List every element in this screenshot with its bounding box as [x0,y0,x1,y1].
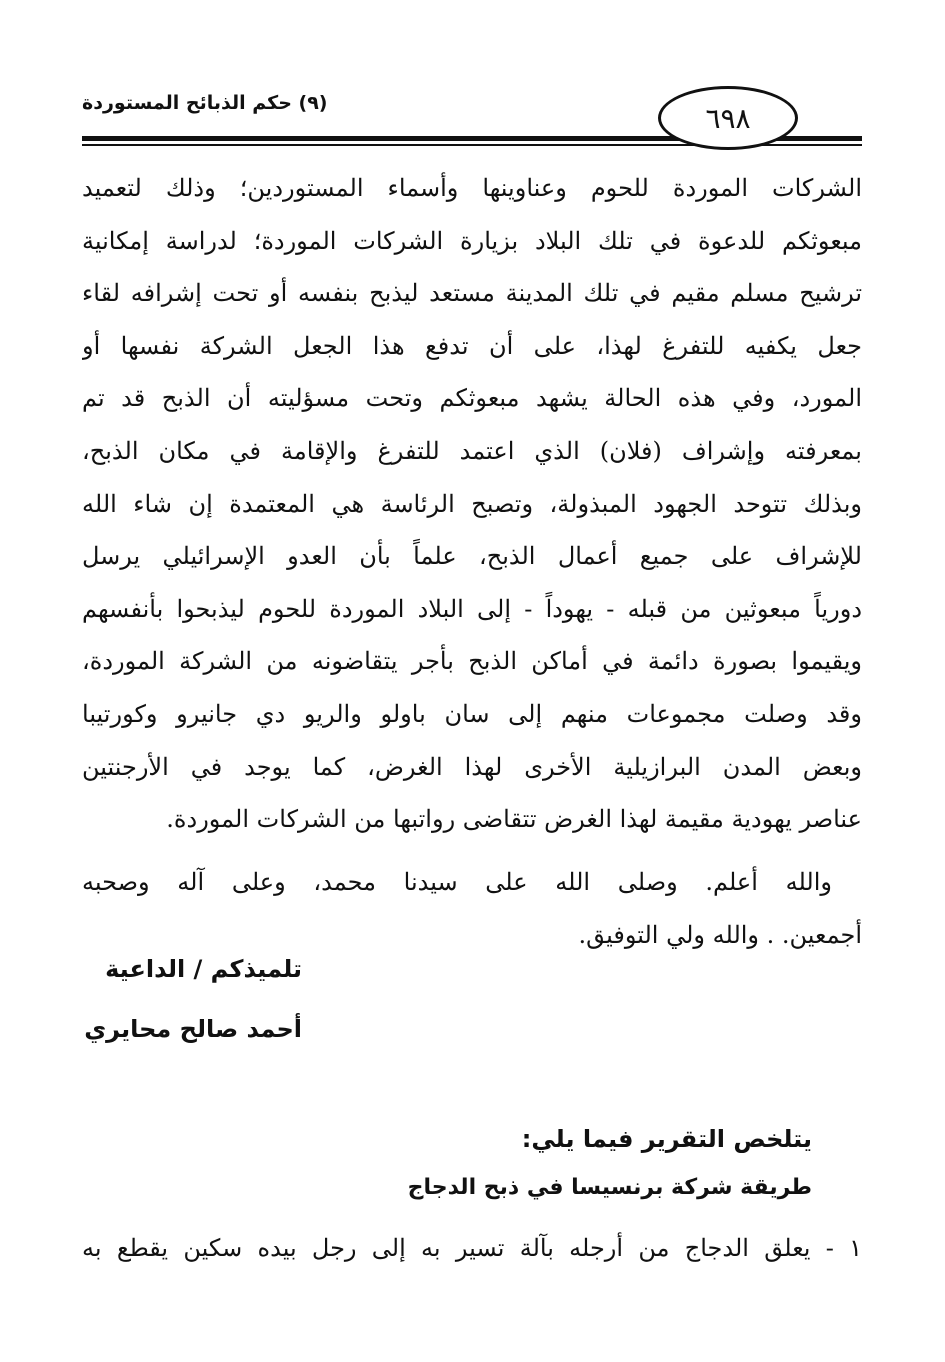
summary-heading: يتلخص التقرير فيما يلي: [521,1125,812,1153]
running-title: (٩) حكم الذبائح المستوردة [82,92,328,114]
page-number: ٦٩٨ [658,86,798,150]
summary-subheading: طريقة شركة برنسيسا في ذبح الدجاج [407,1175,812,1200]
body-line: دورياً مبعوثين من قبله - يهوداً - إلى البلاد الموردة للحوم ليذبحوا بأنفسهم [82,594,862,623]
summary-item: ١ - يعلق الدجاج من أرجله بآلة تسير به إلى رجل بيده سكين يقطع به [82,1234,862,1262]
body-line: وبذلك تتوحد الجهود المبذولة، وتصبح الرئاسة هي المعتمدة إن شاء الله [82,489,862,518]
body-line: بمعرفته وإشراف (فلان) الذي اعتمد للتفرغ والإقامة في مكان الذبح، [82,436,862,465]
body-paragraph [82,162,862,846]
signature-name: أحمد صالح محايري [84,1015,302,1043]
body-line: للإشراف على جميع أعمال الذبح، علماً بأن العدو الإسرائيلي يرسل [82,542,862,571]
closing-line: أجمعين. . والله ولي التوفيق. [578,920,862,949]
signature-title: تلميذكم / الداعية [105,955,302,983]
body-line: جعل يكفيه للتفرغ لهذا، على أن تدفع هذا الجعل الشركة نفسها أو [82,331,862,360]
body-line: ويقيموا بصورة دائمة في أماكن الذبح بأجر يتقاضونه من الشركة الموردة، [82,647,862,676]
body-line: الشركات الموردة للحوم وعناوينها وأسماء المستوردين؛ وذلك لتعميد [82,174,862,202]
body-line: وبعض المدن البرازيلية الأخرى لهذا الغرض، كما يوجد في الأرجنتين [82,752,862,781]
body-line: المورد، وفي هذه الحالة يشهد مبعوثكم وتحت مسؤليته أن الذبح قد تم [82,384,862,413]
body-line: مبعوثكم للدعوة في تلك البلاد بزيارة الشركات الموردة؛ لدراسة إمكانية [82,226,862,255]
closing-paragraph [82,856,862,961]
body-line: عناصر يهودية مقيمة لهذا الغرض تتقاضى رواتبها من الشركات الموردة. [166,805,862,834]
closing-line: والله أعلم. وصلى الله على سيدنا محمد، وعلى آله وصحبه [82,868,832,896]
body-line: وقد وصلت مجموعات منهم إلى سان باولو والريو دي جانيرو وكورتيبا [82,699,862,728]
body-line: ترشيح مسلم مقيم في تلك المدينة مستعد ليذبح بنفسه أو تحت إشرافه لقاء [82,279,862,308]
